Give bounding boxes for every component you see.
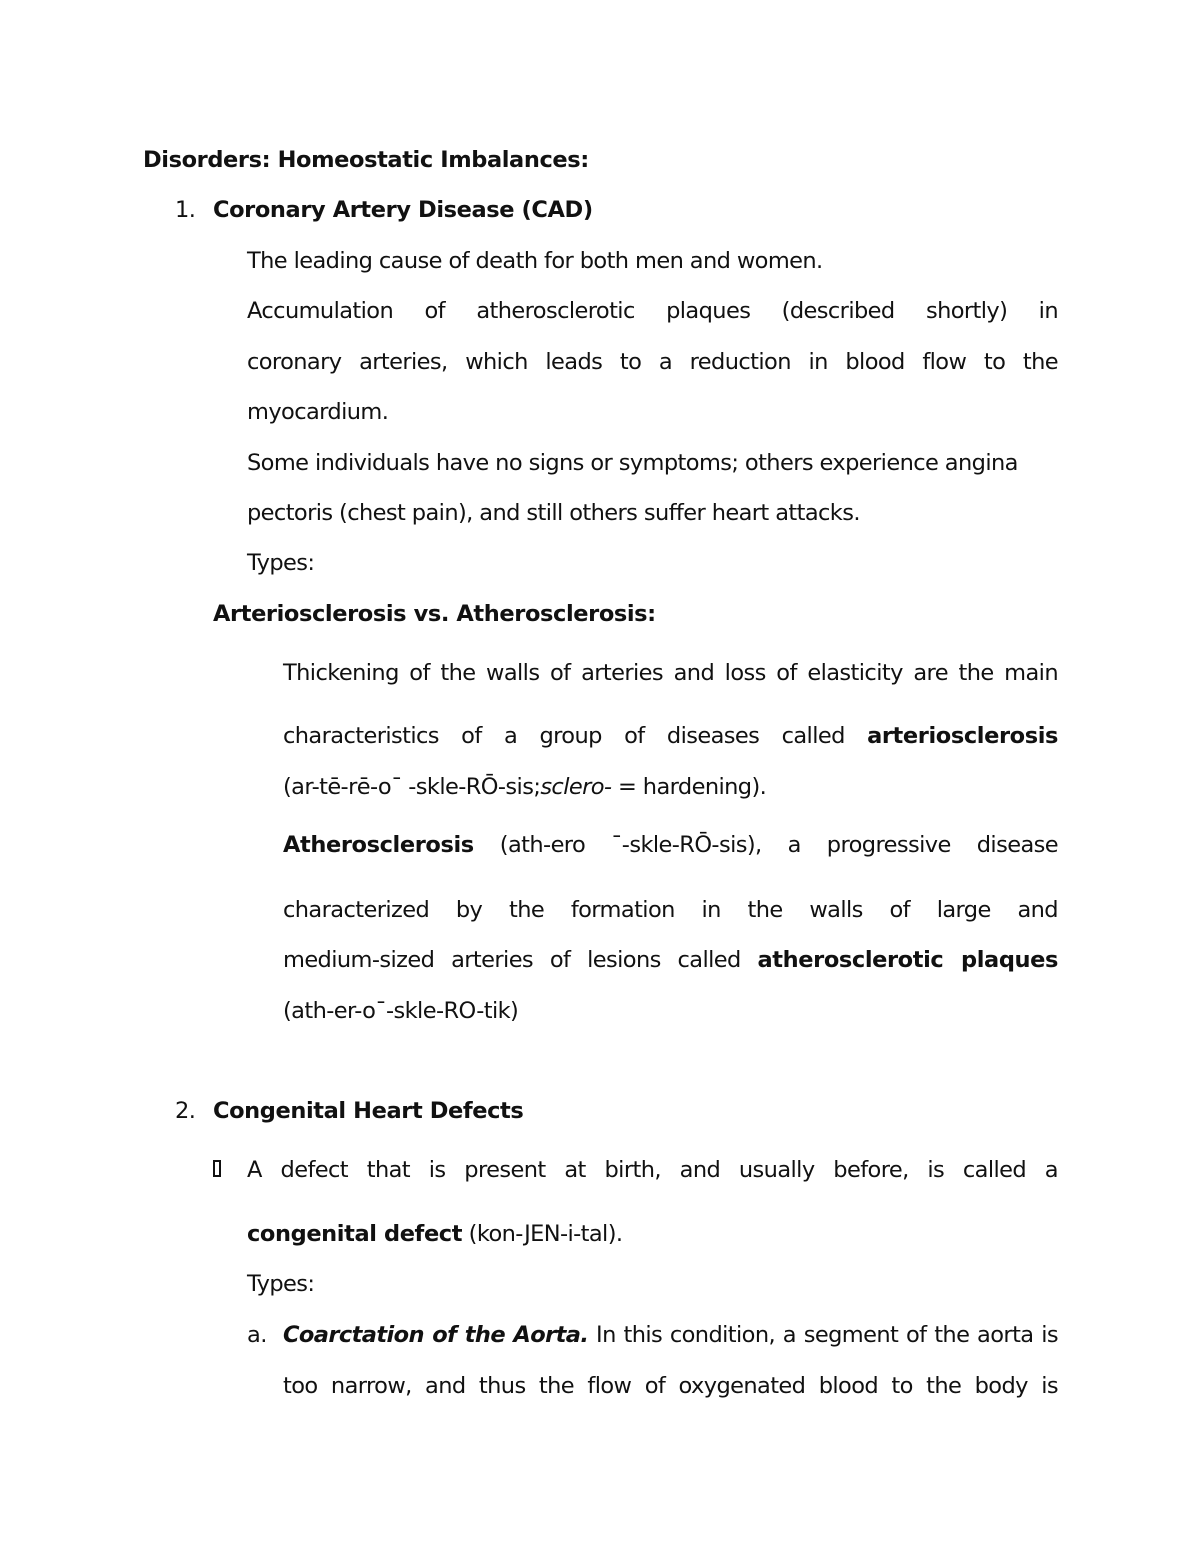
arterio-line-1: Thickening of the walls of arteries and loss of elasticity are the main [283, 660, 1058, 686]
cad-cause-line-1: Accumulation of atherosclerotic plaques (described shortly) in [247, 298, 1058, 324]
arterio-pronunciation: (ar-tē-rē-o¯ -skle-RŌ-sis; [283, 774, 541, 800]
term-congenital-defect: congenital defect [247, 1221, 463, 1247]
cad-cause-line-2: coronary arteries, which leads to a reduction in blood flow to the [247, 349, 1058, 375]
section-2-title: Congenital Heart Defects [213, 1098, 524, 1124]
subheading-arterio-vs-athero: Arteriosclerosis vs. Atherosclerosis: [213, 601, 656, 627]
cad-types-label: Types: [247, 550, 315, 576]
cad-cause-line-3: myocardium. [247, 399, 389, 425]
congenital-line-2 [247, 1219, 622, 1249]
cad-symptoms-line-2: pectoris (chest pain), and still others suffer heart attacks. [247, 500, 860, 526]
athero-line-4: (ath-er-o¯-skle-RO-tik) [283, 998, 519, 1024]
section-2-types-label: Types: [247, 1271, 315, 1297]
athero-line-3-text: medium-sized arteries of lesions called [283, 947, 741, 973]
item-a-line-1 [283, 1320, 1058, 1350]
sclero-meaning: = hardening). [618, 774, 767, 800]
page-heading: Disorders: Homeostatic Imbalances: [143, 147, 589, 173]
arterio-line-2-text: characteristics of a group of diseases called [283, 723, 845, 749]
athero-line-1-text: (ath-ero ¯-skle-RŌ-sis), a progressive disease [499, 832, 1059, 858]
arterio-line-2 [283, 721, 1058, 751]
bullet-icon [213, 1160, 221, 1177]
section-2-number: 2. [175, 1098, 196, 1124]
section-1-number: 1. [175, 197, 196, 223]
item-a-letter: a. [247, 1322, 267, 1348]
term-atherosclerotic-plaques: atherosclerotic plaques [757, 947, 1058, 973]
item-a-line-2: too narrow, and thus the flow of oxygenated blood to the body is [283, 1373, 1058, 1399]
congenital-pronunciation: (kon-JEN-i-tal). [468, 1221, 623, 1247]
term-atherosclerosis: Atherosclerosis [283, 832, 474, 858]
section-1-title: Coronary Artery Disease (CAD) [213, 197, 593, 223]
athero-line-3 [283, 945, 1058, 975]
athero-line-2: characterized by the formation in the walls of large and [283, 897, 1058, 923]
sclero-term: sclero- [540, 774, 612, 800]
cad-definition: The leading cause of death for both men and women. [247, 248, 823, 274]
cad-symptoms-line-1: Some individuals have no signs or symptoms; others experience angina [247, 450, 1018, 476]
athero-line-1 [283, 830, 1058, 860]
item-a-line-1-text: In this condition, a segment of the aorta is [596, 1322, 1058, 1348]
arterio-line-3 [283, 772, 766, 802]
congenital-line-1: A defect that is present at birth, and usually before, is called a [247, 1157, 1058, 1183]
term-arteriosclerosis: arteriosclerosis [867, 723, 1058, 749]
term-coarctation-of-the-aorta: Coarctation of the Aorta. [283, 1322, 589, 1348]
